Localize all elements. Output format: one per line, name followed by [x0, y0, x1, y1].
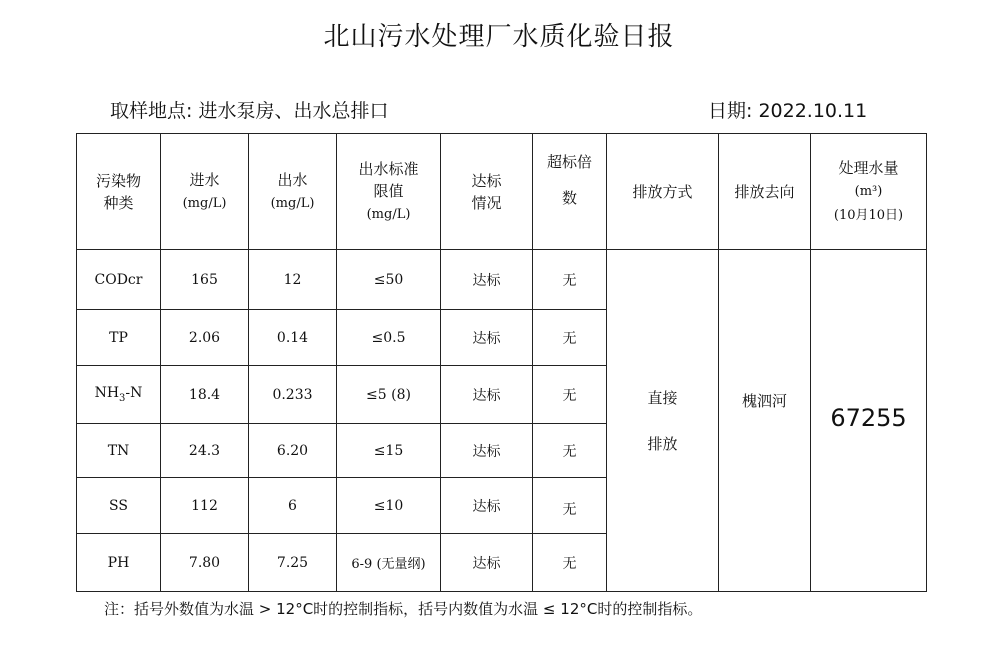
limit-value: 6-9 (无量纲) — [337, 534, 441, 592]
header-pollutant: 污染物 种类 — [77, 134, 161, 250]
header-effluent: 出水 (mg/L) — [249, 134, 337, 250]
status-value: 达标 — [441, 366, 533, 424]
limit-value: ≤50 — [337, 250, 441, 310]
influent-value: 2.06 — [161, 310, 249, 366]
pollutant-name: PH — [77, 534, 161, 592]
treated-volume: 67255 — [811, 250, 927, 592]
header-treated-volume: 处理水量 (m³) (10月10日) — [811, 134, 927, 250]
report-date: 日期: 2022.10.11 — [708, 100, 868, 122]
effluent-value: 0.14 — [249, 310, 337, 366]
limit-value: ≤10 — [337, 478, 441, 534]
header-influent: 进水 (mg/L) — [161, 134, 249, 250]
effluent-value: 6.20 — [249, 424, 337, 478]
pollutant-name: TN — [77, 424, 161, 478]
effluent-value: 7.25 — [249, 534, 337, 592]
influent-value: 165 — [161, 250, 249, 310]
status-value: 达标 — [441, 534, 533, 592]
water-quality-table — [76, 133, 927, 592]
status-value: 达标 — [441, 250, 533, 310]
discharge-destination: 槐泗河 — [719, 250, 811, 592]
exceed-value: 无 — [533, 250, 607, 310]
exceed-value: 无 — [533, 424, 607, 478]
exceed-value: 无 — [533, 478, 607, 534]
exceed-value: 无 — [533, 534, 607, 592]
header-discharge-method: 排放方式 — [607, 134, 719, 250]
status-value: 达标 — [441, 478, 533, 534]
limit-value: ≤15 — [337, 424, 441, 478]
status-value: 达标 — [441, 310, 533, 366]
effluent-value: 0.233 — [249, 366, 337, 424]
header-discharge-destination: 排放去向 — [719, 134, 811, 250]
discharge-method: 直接 排放 — [607, 250, 719, 592]
header-status: 达标 情况 — [441, 134, 533, 250]
limit-value: ≤0.5 — [337, 310, 441, 366]
pollutant-name: SS — [77, 478, 161, 534]
sampling-location: 取样地点: 进水泵房、出水总排口 — [110, 100, 389, 122]
status-value: 达标 — [441, 424, 533, 478]
header-exceed: 超标倍 数 — [533, 134, 607, 250]
effluent-value: 12 — [249, 250, 337, 310]
influent-value: 7.80 — [161, 534, 249, 592]
limit-value: ≤5 (8) — [337, 366, 441, 424]
header-row — [77, 134, 927, 250]
influent-value: 112 — [161, 478, 249, 534]
pollutant-name: TP — [77, 310, 161, 366]
table-row — [77, 250, 927, 310]
report-title: 北山污水处理厂水质化验日报 — [323, 22, 675, 52]
header-limit: 出水标准 限值 (mg/L) — [337, 134, 441, 250]
influent-value: 24.3 — [161, 424, 249, 478]
influent-value: 18.4 — [161, 366, 249, 424]
exceed-value: 无 — [533, 310, 607, 366]
pollutant-name: $NH_3-N$ — [77, 366, 161, 424]
pollutant-name: CODcr — [77, 250, 161, 310]
effluent-value: 6 — [249, 478, 337, 534]
footnote: 注：括号外数值为水温 > 12°C时的控制指标，括号内数值为水温 ≤ 12°C时的控制指标。 — [104, 600, 703, 618]
exceed-value: 无 — [533, 366, 607, 424]
